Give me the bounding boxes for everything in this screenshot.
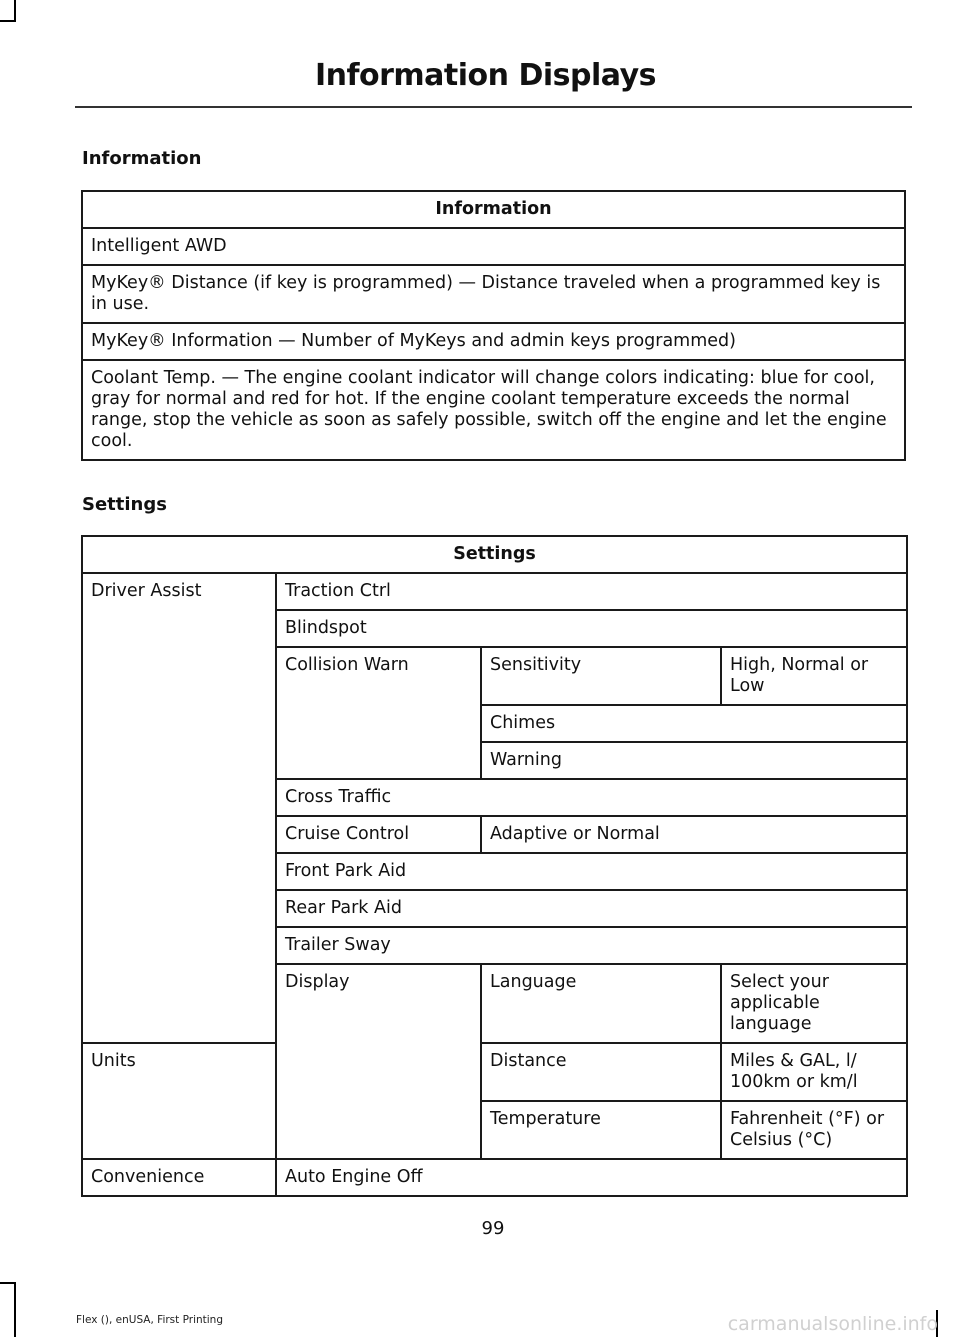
information-table	[81, 190, 906, 461]
header-rule	[75, 106, 912, 108]
table-cell: Convenience	[82, 1159, 276, 1196]
table-cell: Adaptive or Normal	[481, 816, 907, 853]
table-row	[82, 323, 905, 360]
table-cell: Driver Assist	[82, 573, 276, 1043]
table-cell: Warning	[481, 742, 907, 779]
settings-table	[81, 535, 908, 1197]
table-row	[82, 1159, 907, 1196]
table-cell: Fahrenheit (°F) or Celsius (°C)	[721, 1101, 907, 1159]
table-cell: Blindspot	[276, 610, 907, 647]
table-cell: Miles & GAL, l/ 100km or km/l	[721, 1043, 907, 1101]
page-title: Information Displays	[314, 58, 656, 93]
table-cell: Cruise Control	[276, 816, 481, 853]
table-cell: MyKey® Information — Number of MyKeys and admin keys programmed)	[82, 323, 905, 360]
information-heading: Information	[82, 148, 202, 169]
settings-heading: Settings	[82, 494, 167, 515]
table-row	[82, 360, 905, 460]
information-table-header: Information	[82, 191, 905, 228]
table-cell: Rear Park Aid	[276, 890, 907, 927]
table-cell: MyKey® Distance (if key is programmed) — Distance traveled when a programmed key is in use.	[82, 265, 905, 323]
table-row	[82, 228, 905, 265]
table-cell: Sensitivity	[481, 647, 721, 705]
page-number: 99	[481, 1218, 505, 1239]
table-cell: Trailer Sway	[276, 927, 907, 964]
table-cell: Front Park Aid	[276, 853, 907, 890]
table-cell: Temperature	[481, 1101, 721, 1159]
crop-mark	[14, 0, 16, 22]
table-cell: Coolant Temp. — The engine coolant indicator will change colors indicating: blue for cool, gray for normal and red for hot. If the engine coolant temperature exceeds the normal range, stop the vehicle as soon as safely possible, switch off the engine and let the engine cool.	[82, 360, 905, 460]
table-row	[82, 1043, 907, 1101]
table-cell: Language	[481, 964, 721, 1043]
table-row	[82, 573, 907, 610]
table-cell: Distance	[481, 1043, 721, 1101]
table-cell: Cross Traffic	[276, 779, 907, 816]
table-cell: Select your applicable language	[721, 964, 907, 1043]
table-cell: High, Normal or Low	[721, 647, 907, 705]
table-cell: Display	[276, 964, 481, 1159]
table-row	[82, 265, 905, 323]
table-cell: Collision Warn	[276, 647, 481, 779]
settings-table-header: Settings	[82, 536, 907, 573]
watermark: carmanualsonline.info	[727, 1313, 938, 1335]
table-cell: Traction Ctrl	[276, 573, 907, 610]
table-cell: Intelligent AWD	[82, 228, 905, 265]
table-cell: Chimes	[481, 705, 907, 742]
crop-mark	[14, 1282, 16, 1337]
table-cell: Units	[82, 1043, 276, 1159]
table-cell: Auto Engine Off	[276, 1159, 907, 1196]
crop-mark	[0, 20, 16, 22]
edition-label: Flex (), enUSA, First Printing	[76, 1314, 223, 1326]
